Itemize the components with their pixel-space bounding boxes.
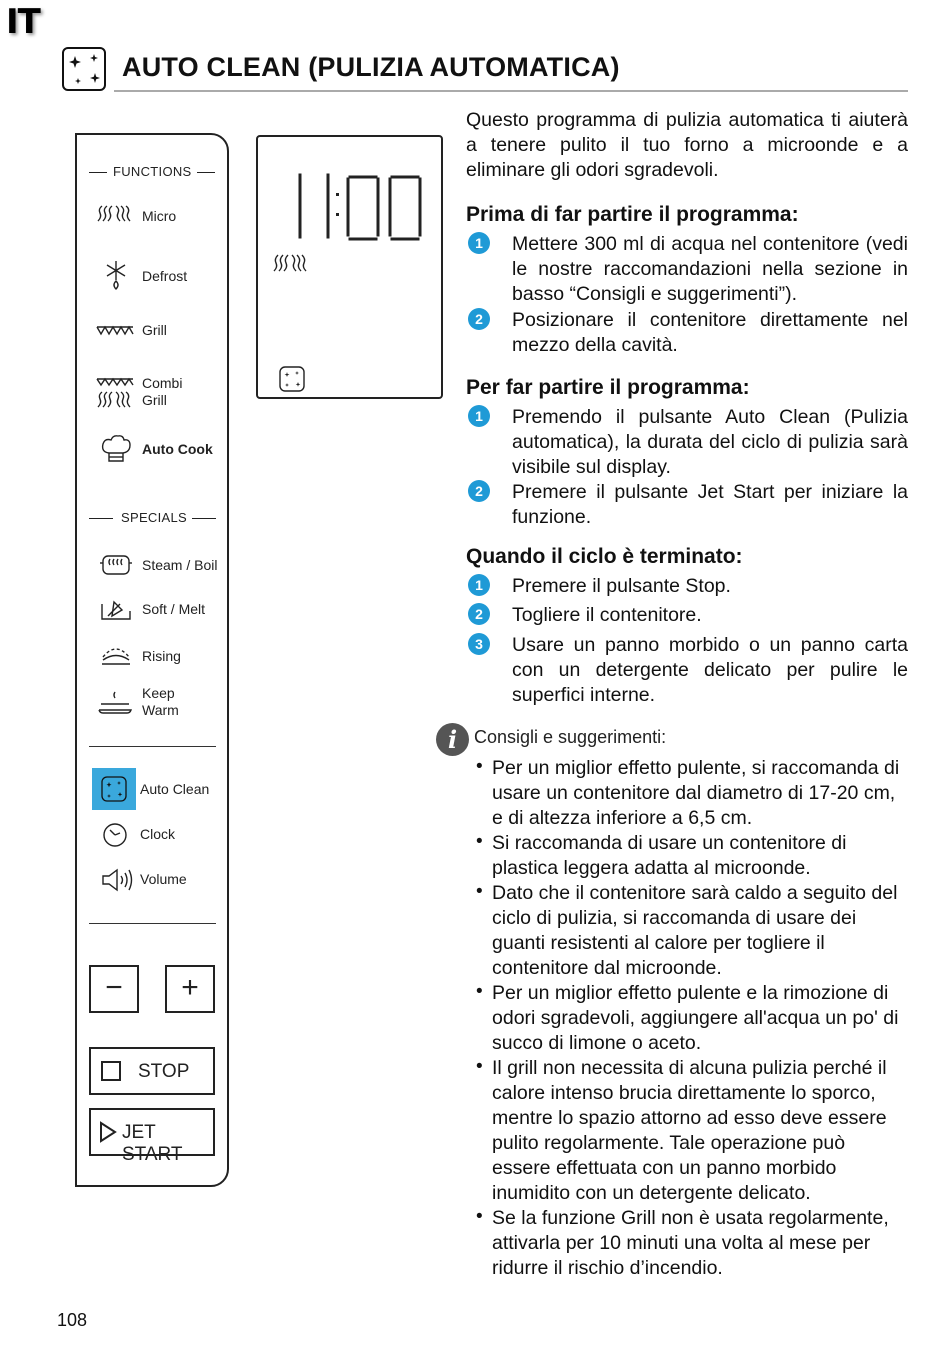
section-rule	[197, 172, 215, 173]
seven-segment-time	[278, 167, 438, 247]
auto-clean-icon	[92, 768, 136, 810]
step-number: 2	[468, 308, 490, 330]
functions-label: FUNCTIONS	[113, 164, 192, 179]
step-text: Togliere il contenitore.	[512, 604, 702, 626]
panel-divider	[89, 923, 216, 924]
section-heading: Prima di far partire il programma:	[466, 203, 799, 226]
page-number: 108	[57, 1310, 88, 1330]
jet-start-button[interactable]	[89, 1108, 215, 1165]
stop-label: STOP	[138, 1061, 190, 1082]
auto-clean-button[interactable]	[92, 768, 136, 810]
tip-item: • Dato che il contenitore sarà caldo a seguito del ciclo di pulizia, si raccomanda di usare dei guanti resistenti al calore per togliere il contenitore dal microonde.	[476, 881, 908, 981]
soft-melt-label: Soft / Melt	[142, 601, 206, 617]
page-title: AUTO CLEAN (PULIZIA AUTOMATICA)	[122, 52, 620, 82]
combi-grill-icon[interactable]	[96, 377, 134, 414]
step-number: 2	[468, 603, 490, 625]
soft-melt-icon[interactable]	[100, 596, 132, 627]
micro-label: Micro	[142, 208, 177, 224]
info-icon: i	[436, 723, 469, 756]
step-text: Premere il pulsante Stop.	[512, 575, 731, 597]
step-text: Posizionare il contenitore direttamente nel mezzo della cavità.	[512, 309, 908, 356]
minus-button[interactable]: −	[89, 965, 139, 1013]
auto-cook-label: Auto Cook	[142, 441, 213, 457]
step-text: Usare un panno morbido o un panno carta con un detergente delicato per pulire le superfici interne.	[512, 634, 908, 706]
step-number: 1	[468, 405, 490, 427]
defrost-icon[interactable]	[102, 260, 130, 295]
step-text: Premendo il pulsante Auto Clean (Pulizia automatica), la durata del ciclo di pulizia sarà visibile sul display.	[512, 406, 908, 478]
steam-label: Steam / Boil	[142, 557, 218, 573]
rising-label: Rising	[142, 648, 181, 664]
keep-warm-icon[interactable]	[98, 690, 132, 721]
steam-icon[interactable]	[99, 553, 133, 584]
clock-label: Clock	[140, 826, 176, 842]
tip-item: • Si raccomanda di usare un contenitore di plastica leggera adatta al microonde.	[476, 831, 908, 881]
section-rule	[89, 518, 113, 519]
section-heading: Per far partire il programma:	[466, 376, 750, 399]
language-tag: IT	[6, 2, 40, 42]
tip-text: Si raccomanda di usare un contenitore di plastica leggera adatta al microonde.	[492, 832, 847, 879]
play-icon	[99, 1121, 117, 1149]
tips-list	[476, 756, 908, 1281]
panel-divider	[89, 746, 216, 747]
step-text: Mettere 300 ml di acqua nel contenitore (vedi le nostre raccomandazioni nella sezione in basso “Consigli e suggerimenti”).	[512, 233, 908, 305]
tip-text: Per un miglior effetto pulente, si raccomanda di usare un contenitore dal diametro di 17-20 cm, e di altezza inferiore a 6,5 cm.	[492, 757, 900, 829]
section-rule	[192, 518, 216, 519]
step-number: 3	[468, 633, 490, 655]
volume-label: Volume	[140, 871, 187, 887]
specials-label: SPECIALS	[121, 510, 187, 525]
section-rule	[89, 172, 107, 173]
title-rule	[114, 90, 908, 92]
step-number: 1	[468, 574, 490, 596]
tips-title: Consigli e suggerimenti:	[474, 727, 667, 747]
grill-label: Grill	[142, 322, 167, 338]
auto-clean-label: Auto Clean	[140, 781, 210, 797]
warm-label: Warm	[142, 702, 179, 718]
tip-text: Il grill non necessita di alcuna pulizia perché il calore intenso brucia direttamente lo sporco, mentre lo spazio attorno ad esso deve essere pulito regolarmente. Tale operazione può essere effettuata con un panno morbido inumidito con un detergente delicato.	[492, 1057, 887, 1204]
rising-icon[interactable]	[100, 645, 132, 672]
micro-icon[interactable]	[96, 205, 134, 228]
auto-clean-indicator-icon	[278, 365, 306, 393]
oven-display	[256, 135, 443, 399]
grill-icon[interactable]	[96, 324, 134, 342]
step-number: 2	[468, 480, 490, 502]
volume-icon[interactable]	[101, 867, 135, 898]
stop-square-icon	[101, 1061, 121, 1081]
intro-paragraph: Questo programma di pulizia automatica ti aiuterà a tenere pulito il tuo forno a microonde e a eliminare gli odori sgradevoli.	[466, 109, 908, 181]
combi-grill-label: Grill	[142, 392, 167, 408]
plus-button[interactable]: +	[165, 965, 215, 1013]
tip-text: Se la funzione Grill non è usata regolarmente, attivarla per 10 minuti una volta al mese per ridurre il rischio d’incendio.	[492, 1207, 889, 1279]
combi-label: Combi	[142, 375, 183, 391]
stop-button[interactable]	[89, 1047, 215, 1095]
step-number: 1	[468, 232, 490, 254]
tip-item: • Per un miglior effetto pulente, si raccomanda di usare un contenitore dal diametro di 17-20 cm, e di altezza inferiore a 6,5 cm.	[476, 756, 908, 831]
jet-start-label: JET START	[122, 1122, 183, 1165]
tip-item: • Se la funzione Grill non è usata regolarmente, attivarla per 10 minuti una volta al mese per ridurre il rischio d’incendio.	[476, 1206, 908, 1281]
keep-label: Keep	[142, 685, 175, 701]
clock-icon[interactable]	[102, 822, 128, 853]
auto-clean-icon	[62, 47, 106, 91]
step-text: Premere il pulsante Jet Start per iniziare la funzione.	[512, 481, 908, 528]
micro-indicator-icon	[272, 253, 312, 273]
tip-item: • Il grill non necessita di alcuna pulizia perché il calore intenso brucia direttamente lo sporco, mentre lo spazio attorno ad esso deve essere pulito regolarmente. Tale operazione può essere effettuata con un panno morbido inumidito con un detergente delicato.	[476, 1056, 908, 1206]
tip-text: Per un miglior effetto pulente e la rimozione di odori sgradevoli, aggiungere all'acqua un po' di succo di limone o aceto.	[492, 982, 899, 1054]
section-heading: Quando il ciclo è terminato:	[466, 545, 743, 568]
chef-hat-icon[interactable]	[100, 434, 132, 469]
tip-text: Dato che il contenitore sarà caldo a seguito del ciclo di pulizia, si raccomanda di usare dei guanti resistenti al calore per togliere il contenitore dal microonde.	[492, 882, 898, 979]
tip-item: • Per un miglior effetto pulente e la rimozione di odori sgradevoli, aggiungere all'acqua un po' di succo di limone o aceto.	[476, 981, 908, 1056]
defrost-label: Defrost	[142, 268, 188, 284]
